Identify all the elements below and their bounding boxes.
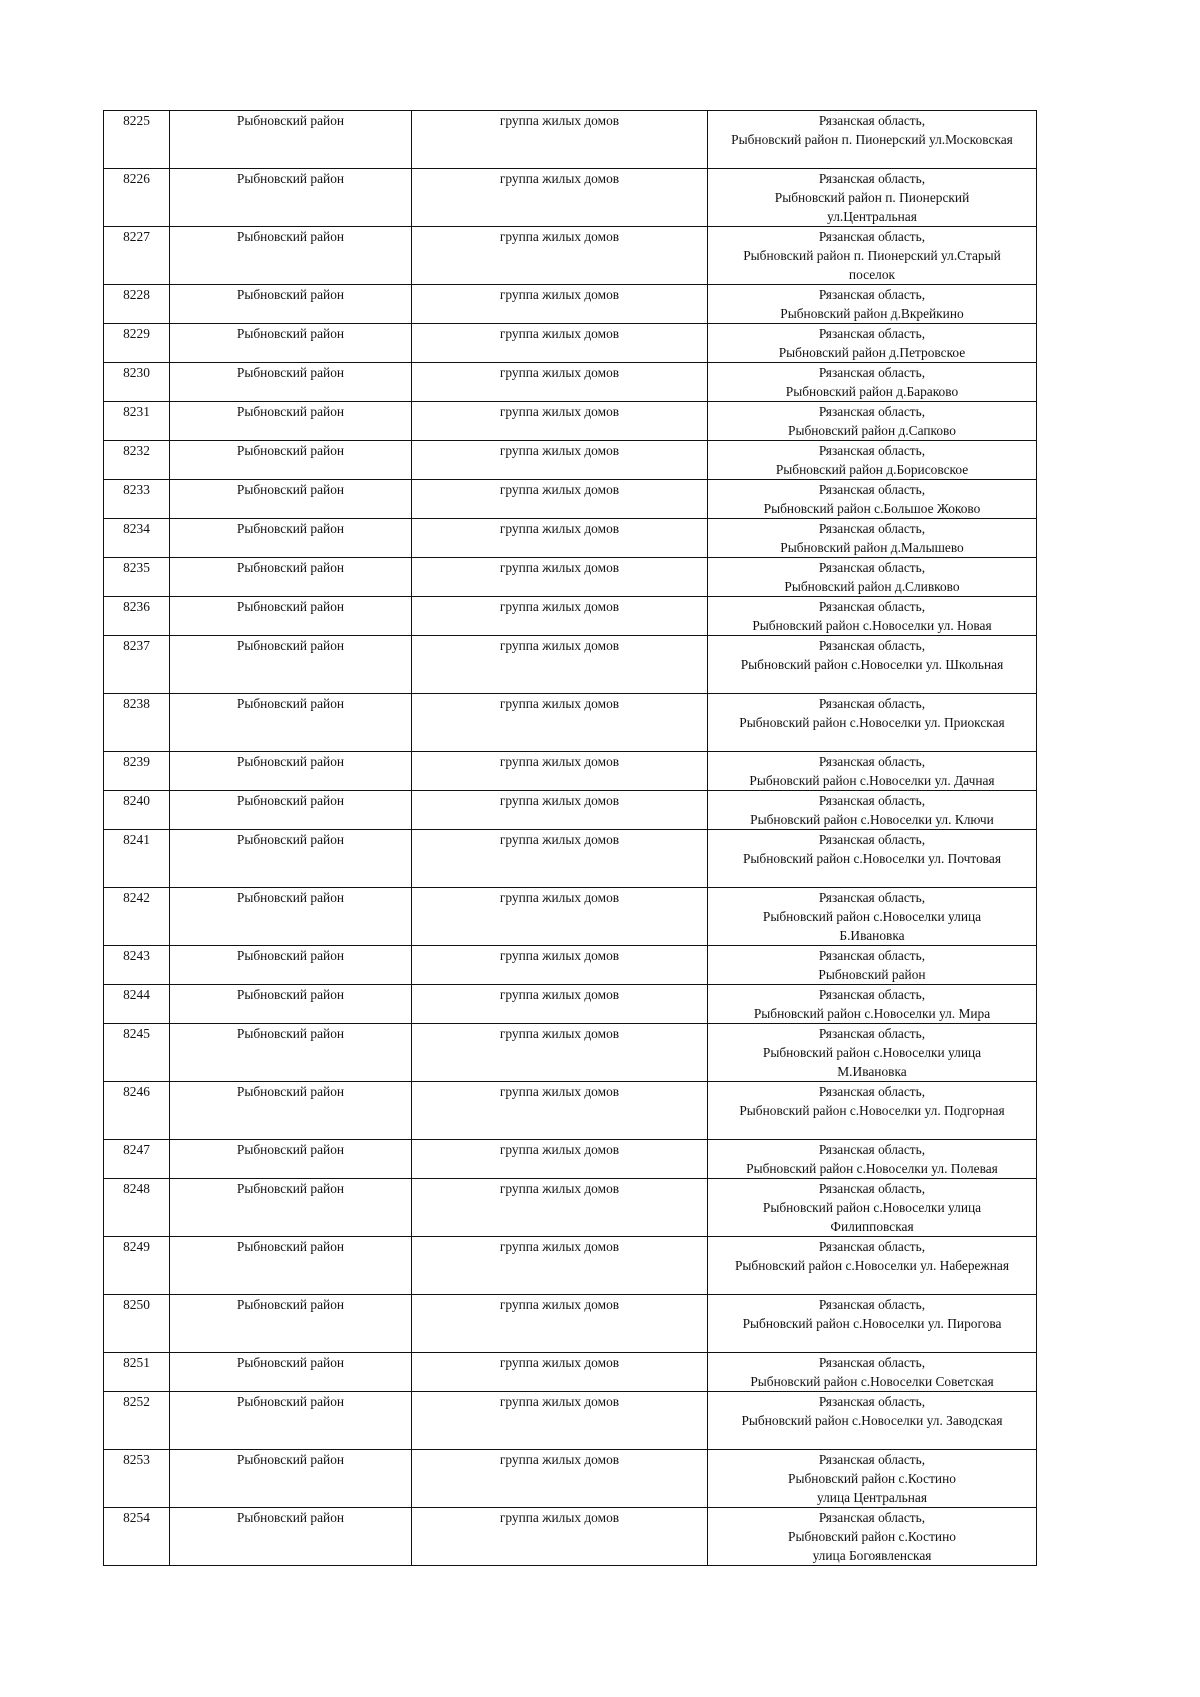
address-line: Рыбновский район с.Новоселки ул. Пирогова xyxy=(742,1316,1002,1331)
address-cell xyxy=(708,402,1037,441)
address-line: Рыбновский район с.Новоселки ул. Новая xyxy=(752,618,992,633)
address-cell xyxy=(708,363,1037,402)
object-type-cell: группа жилых домов xyxy=(412,480,708,519)
object-type-cell: группа жилых домов xyxy=(412,519,708,558)
table-row xyxy=(104,1353,1037,1392)
address-line: Рыбновский район с.Новоселки ул. Набережная xyxy=(734,1258,1009,1273)
object-type-cell: группа жилых домов xyxy=(412,227,708,285)
object-type-cell: группа жилых домов xyxy=(412,1179,708,1237)
table-row xyxy=(104,480,1037,519)
table-row xyxy=(104,1392,1037,1450)
address-line: Рязанская область, xyxy=(818,890,926,905)
object-type-cell: группа жилых домов xyxy=(412,169,708,227)
address-line: Рыбновский район с.Новоселки ул. Полевая xyxy=(746,1161,998,1176)
record-number: 8248 xyxy=(104,1179,170,1237)
address-line: Рязанская область, xyxy=(818,696,926,711)
table-row xyxy=(104,597,1037,636)
table-row xyxy=(104,1024,1037,1082)
address-cell xyxy=(708,285,1037,324)
object-type-cell: группа жилых домов xyxy=(412,1024,708,1082)
record-number: 8244 xyxy=(104,985,170,1024)
address-table xyxy=(103,110,1037,1566)
table-row xyxy=(104,1140,1037,1179)
address-line: Рязанская область, xyxy=(818,1297,926,1312)
object-type-cell: группа жилых домов xyxy=(412,985,708,1024)
table-row xyxy=(104,1450,1037,1508)
table-row xyxy=(104,791,1037,830)
table-row xyxy=(104,169,1037,227)
district-cell: Рыбновский район xyxy=(170,636,412,694)
address-line: Рязанская область, xyxy=(818,365,926,380)
record-number: 8225 xyxy=(104,111,170,169)
table-row xyxy=(104,441,1037,480)
object-type-cell: группа жилых домов xyxy=(412,111,708,169)
table-row xyxy=(104,752,1037,791)
object-type-cell: группа жилых домов xyxy=(412,1508,708,1566)
table-row xyxy=(104,888,1037,946)
address-line: ул.Центральная xyxy=(827,209,917,224)
record-number: 8238 xyxy=(104,694,170,752)
record-number: 8253 xyxy=(104,1450,170,1508)
district-cell: Рыбновский район xyxy=(170,169,412,227)
address-line: Рязанская область, xyxy=(818,987,926,1002)
address-line: улица Центральная xyxy=(816,1490,928,1505)
address-line: Рязанская область, xyxy=(818,113,926,128)
address-cell xyxy=(708,946,1037,985)
address-line: Рыбновский район п. Пионерский xyxy=(774,190,970,205)
address-line: Рязанская область, xyxy=(818,599,926,614)
address-line: Рязанская область, xyxy=(818,404,926,419)
address-line: Рыбновский район с.Новоселки ул. Подгорная xyxy=(739,1103,1005,1118)
address-line: Рязанская область, xyxy=(818,1239,926,1254)
table-row xyxy=(104,1179,1037,1237)
address-line: Рязанская область, xyxy=(818,326,926,341)
address-line: Рязанская область, xyxy=(818,1084,926,1099)
address-line: М.Ивановка xyxy=(837,1064,907,1079)
object-type-cell: группа жилых домов xyxy=(412,402,708,441)
address-cell xyxy=(708,830,1037,888)
object-type-cell: группа жилых домов xyxy=(412,1353,708,1392)
object-type-cell: группа жилых домов xyxy=(412,636,708,694)
record-number: 8226 xyxy=(104,169,170,227)
address-line: Рязанская область, xyxy=(818,1394,926,1409)
address-line: Рязанская область, xyxy=(818,287,926,302)
object-type-cell: группа жилых домов xyxy=(412,1295,708,1353)
address-cell xyxy=(708,111,1037,169)
district-cell: Рыбновский район xyxy=(170,752,412,791)
table-row xyxy=(104,363,1037,402)
address-line: Рыбновский район с.Новоселки ул. Почтовая xyxy=(742,851,1002,866)
record-number: 8250 xyxy=(104,1295,170,1353)
record-number: 8237 xyxy=(104,636,170,694)
district-cell: Рыбновский район xyxy=(170,285,412,324)
address-cell xyxy=(708,480,1037,519)
district-cell: Рыбновский район xyxy=(170,597,412,636)
table-body xyxy=(104,111,1037,1566)
address-cell xyxy=(708,558,1037,597)
table-row xyxy=(104,694,1037,752)
object-type-cell: группа жилых домов xyxy=(412,597,708,636)
district-cell: Рыбновский район xyxy=(170,694,412,752)
address-line: Рязанская область, xyxy=(818,171,926,186)
address-cell xyxy=(708,791,1037,830)
object-type-cell: группа жилых домов xyxy=(412,888,708,946)
object-type-cell: группа жилых домов xyxy=(412,752,708,791)
address-line: Рыбновский район с.Костино xyxy=(788,1471,956,1486)
address-cell xyxy=(708,1024,1037,1082)
address-cell xyxy=(708,1237,1037,1295)
object-type-cell: группа жилых домов xyxy=(412,363,708,402)
address-line: Рыбновский район д.Петровское xyxy=(778,345,966,360)
record-number: 8251 xyxy=(104,1353,170,1392)
address-line: Рыбновский район с.Новоселки ул. Ключи xyxy=(750,812,994,827)
district-cell: Рыбновский район xyxy=(170,480,412,519)
district-cell: Рыбновский район xyxy=(170,1082,412,1140)
district-cell: Рыбновский район xyxy=(170,1353,412,1392)
address-line: Рыбновский район п. Пионерский ул.Старый xyxy=(743,248,1001,263)
district-cell: Рыбновский район xyxy=(170,830,412,888)
object-type-cell: группа жилых домов xyxy=(412,791,708,830)
address-cell xyxy=(708,1082,1037,1140)
table-row xyxy=(104,285,1037,324)
table-row xyxy=(104,402,1037,441)
address-cell xyxy=(708,1353,1037,1392)
address-line: Рязанская область, xyxy=(818,1452,926,1467)
object-type-cell: группа жилых домов xyxy=(412,1082,708,1140)
address-line: Рязанская область, xyxy=(818,443,926,458)
address-line: Рыбновский район д.Сливково xyxy=(784,579,960,594)
address-line: Рыбновский район с.Новоселки улица xyxy=(762,1200,982,1215)
address-line: Рязанская область, xyxy=(818,1026,926,1041)
record-number: 8240 xyxy=(104,791,170,830)
address-line: Рыбновский район с.Новоселки ул. Школьная xyxy=(740,657,1004,672)
object-type-cell: группа жилых домов xyxy=(412,558,708,597)
district-cell: Рыбновский район xyxy=(170,985,412,1024)
district-cell: Рыбновский район xyxy=(170,1140,412,1179)
district-cell: Рыбновский район xyxy=(170,363,412,402)
object-type-cell: группа жилых домов xyxy=(412,694,708,752)
address-line: Рыбновский район с.Новоселки улица xyxy=(762,909,982,924)
address-line: Рыбновский район с.Большое Жоково xyxy=(763,501,981,516)
district-cell: Рыбновский район xyxy=(170,888,412,946)
record-number: 8228 xyxy=(104,285,170,324)
record-number: 8234 xyxy=(104,519,170,558)
district-cell: Рыбновский район xyxy=(170,1392,412,1450)
district-cell: Рыбновский район xyxy=(170,1450,412,1508)
address-cell xyxy=(708,636,1037,694)
record-number: 8235 xyxy=(104,558,170,597)
district-cell: Рыбновский район xyxy=(170,1179,412,1237)
address-line: Рыбновский район с.Новоселки Советская xyxy=(750,1374,994,1389)
table-row xyxy=(104,1295,1037,1353)
district-cell: Рыбновский район xyxy=(170,791,412,830)
address-line: Рыбновский район д.Бараково xyxy=(785,384,959,399)
address-line: Рязанская область, xyxy=(818,832,926,847)
record-number: 8247 xyxy=(104,1140,170,1179)
object-type-cell: группа жилых домов xyxy=(412,1237,708,1295)
record-number: 8231 xyxy=(104,402,170,441)
table-row xyxy=(104,1508,1037,1566)
district-cell: Рыбновский район xyxy=(170,1024,412,1082)
address-cell xyxy=(708,597,1037,636)
address-line: Рыбновский район д.Сапково xyxy=(788,423,956,438)
table-row xyxy=(104,227,1037,285)
address-line: Рязанская область, xyxy=(818,521,926,536)
table-row xyxy=(104,324,1037,363)
table-row xyxy=(104,1082,1037,1140)
address-line: Рыбновский район с.Новоселки ул. Заводская xyxy=(741,1413,1003,1428)
record-number: 8230 xyxy=(104,363,170,402)
object-type-cell: группа жилых домов xyxy=(412,285,708,324)
address-line: Рязанская область, xyxy=(818,948,926,963)
address-cell xyxy=(708,985,1037,1024)
address-line: Рязанская область, xyxy=(818,229,926,244)
address-cell xyxy=(708,227,1037,285)
object-type-cell: группа жилых домов xyxy=(412,830,708,888)
district-cell: Рыбновский район xyxy=(170,1237,412,1295)
address-line: Рыбновский район д.Малышево xyxy=(780,540,964,555)
object-type-cell: группа жилых домов xyxy=(412,441,708,480)
table-row xyxy=(104,946,1037,985)
object-type-cell: группа жилых домов xyxy=(412,1392,708,1450)
table-row xyxy=(104,985,1037,1024)
address-line: Рязанская область, xyxy=(818,560,926,575)
address-cell xyxy=(708,694,1037,752)
address-cell xyxy=(708,888,1037,946)
address-line: Рыбновский район xyxy=(818,967,926,982)
address-cell xyxy=(708,324,1037,363)
address-cell xyxy=(708,1179,1037,1237)
record-number: 8242 xyxy=(104,888,170,946)
record-number: 8243 xyxy=(104,946,170,985)
district-cell: Рыбновский район xyxy=(170,402,412,441)
record-number: 8232 xyxy=(104,441,170,480)
address-line: Рыбновский район с.Новоселки ул. Приокская xyxy=(739,715,1005,730)
table-row xyxy=(104,830,1037,888)
address-line: Рязанская область, xyxy=(818,1142,926,1157)
record-number: 8249 xyxy=(104,1237,170,1295)
address-line: Рыбновский район с.Новоселки ул. Мира xyxy=(753,1006,991,1021)
address-cell xyxy=(708,519,1037,558)
district-cell: Рыбновский район xyxy=(170,946,412,985)
object-type-cell: группа жилых домов xyxy=(412,1450,708,1508)
object-type-cell: группа жилых домов xyxy=(412,946,708,985)
record-number: 8241 xyxy=(104,830,170,888)
record-number: 8233 xyxy=(104,480,170,519)
address-cell xyxy=(708,441,1037,480)
table-row xyxy=(104,111,1037,169)
object-type-cell: группа жилых домов xyxy=(412,324,708,363)
record-number: 8252 xyxy=(104,1392,170,1450)
address-line: Рыбновский район д.Вкрейкино xyxy=(780,306,964,321)
address-line: Рязанская область, xyxy=(818,482,926,497)
address-line: Рыбновский район с.Новоселки улица xyxy=(762,1045,982,1060)
address-line: Б.Ивановка xyxy=(839,928,905,943)
address-cell xyxy=(708,1295,1037,1353)
address-line: улица Богоявленская xyxy=(812,1548,932,1563)
district-cell: Рыбновский район xyxy=(170,519,412,558)
record-number: 8229 xyxy=(104,324,170,363)
record-number: 8246 xyxy=(104,1082,170,1140)
table-row xyxy=(104,519,1037,558)
address-line: Филипповская xyxy=(830,1219,914,1234)
address-line: Рыбновский район д.Борисовское xyxy=(775,462,969,477)
address-line: Рязанская область, xyxy=(818,754,926,769)
address-cell xyxy=(708,169,1037,227)
table-row xyxy=(104,1237,1037,1295)
district-cell: Рыбновский район xyxy=(170,111,412,169)
address-cell xyxy=(708,752,1037,791)
record-number: 8239 xyxy=(104,752,170,791)
district-cell: Рыбновский район xyxy=(170,1295,412,1353)
record-number: 8254 xyxy=(104,1508,170,1566)
table-row xyxy=(104,636,1037,694)
district-cell: Рыбновский район xyxy=(170,1508,412,1566)
address-cell xyxy=(708,1450,1037,1508)
record-number: 8245 xyxy=(104,1024,170,1082)
address-line: Рязанская область, xyxy=(818,793,926,808)
table-row xyxy=(104,558,1037,597)
address-line: Рязанская область, xyxy=(818,1510,926,1525)
address-line: поселок xyxy=(848,267,896,282)
record-number: 8236 xyxy=(104,597,170,636)
address-line: Рязанская область, xyxy=(818,1181,926,1196)
address-line: Рязанская область, xyxy=(818,1355,926,1370)
district-cell: Рыбновский район xyxy=(170,227,412,285)
address-line: Рыбновский район с.Костино xyxy=(788,1529,956,1544)
address-line: Рыбновский район с.Новоселки ул. Дачная xyxy=(749,773,995,788)
district-cell: Рыбновский район xyxy=(170,441,412,480)
district-cell: Рыбновский район xyxy=(170,324,412,363)
address-cell xyxy=(708,1508,1037,1566)
address-cell xyxy=(708,1140,1037,1179)
object-type-cell: группа жилых домов xyxy=(412,1140,708,1179)
address-line: Рыбновский район п. Пионерский ул.Московская xyxy=(731,132,1013,147)
address-cell xyxy=(708,1392,1037,1450)
record-number: 8227 xyxy=(104,227,170,285)
district-cell: Рыбновский район xyxy=(170,558,412,597)
address-line: Рязанская область, xyxy=(818,638,926,653)
